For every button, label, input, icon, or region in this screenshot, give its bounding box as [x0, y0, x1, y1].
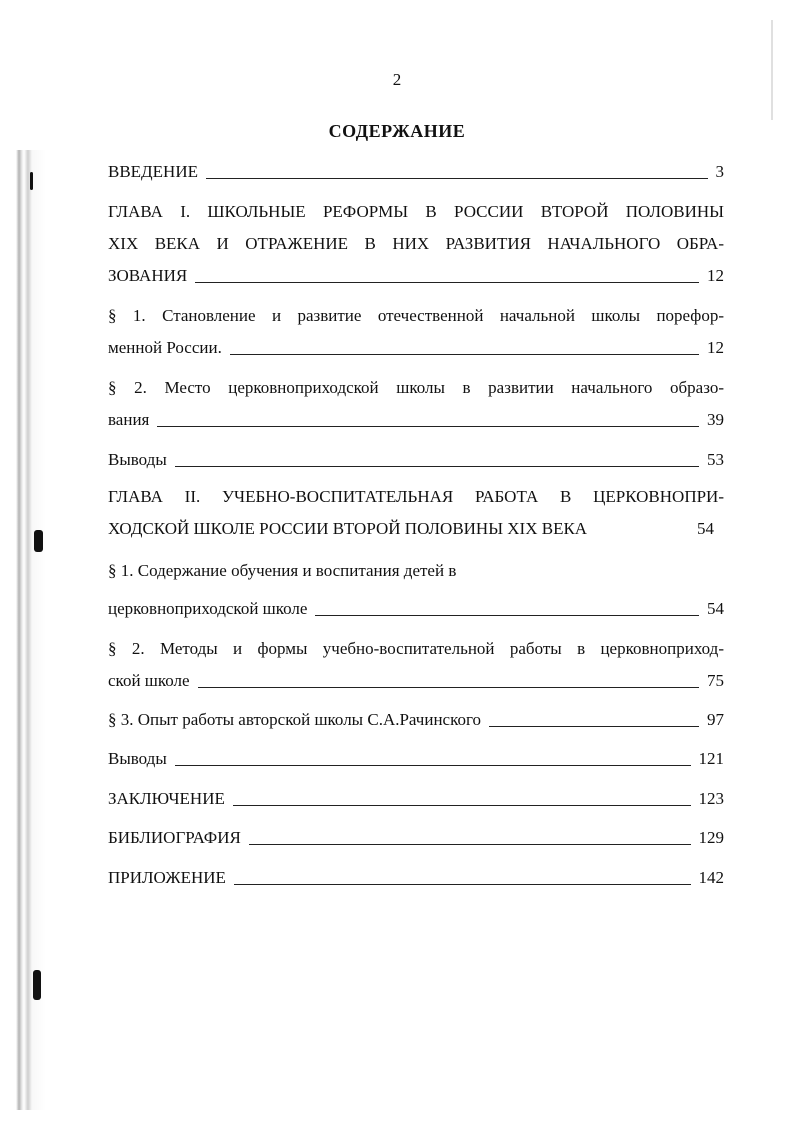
toc-entry-ch1-section1-line1[interactable]: § 1. Становление и развитие отечественной начальной школы порефор- [108, 306, 724, 325]
leader-line [206, 177, 708, 179]
toc-page-number: 75 [707, 671, 724, 690]
leader-line [230, 353, 699, 355]
toc-entry-ch2-section1-line1[interactable] [108, 560, 724, 582]
toc-entry-ch1-section2[interactable] [108, 409, 724, 431]
toc-entry-ch1-section2-line1[interactable]: § 2. Место церковноприходской школы в развитии начального образо- [108, 378, 724, 397]
scan-artifact [34, 530, 43, 552]
toc-entry-label: ской школе [108, 671, 190, 690]
scan-artifact [30, 172, 33, 190]
toc-entry-chapter1[interactable] [108, 265, 724, 287]
toc-entry-label: церковноприходской школе [108, 599, 308, 618]
toc-page-number: 54 [697, 519, 714, 538]
toc-entry-label: БИБЛИОГРАФИЯ [108, 828, 241, 847]
toc-entry-ch2-section3[interactable] [108, 709, 724, 731]
toc-entry-chapter2[interactable] [108, 518, 724, 540]
toc-entry-ch1-section1[interactable] [108, 337, 724, 359]
leader-line [315, 614, 699, 616]
toc-entry-label: ЗОВАНИЯ [108, 266, 188, 285]
toc-entry-introduction[interactable] [108, 161, 724, 183]
toc-entry-label: ВВЕДЕНИЕ [108, 162, 198, 181]
leader-line [157, 425, 699, 427]
toc-entry-appendix[interactable] [108, 867, 724, 889]
toc-entry-bibliography[interactable] [108, 827, 724, 849]
toc-entry-label: ЗАКЛЮЧЕНИЕ [108, 789, 225, 808]
toc-page-number: 121 [698, 749, 724, 768]
toc-entry-label: Выводы [108, 450, 167, 469]
toc-entry-label: ХОДСКОЙ ШКОЛЕ РОССИИ ВТОРОЙ ПОЛОВИНЫ XIX ВЕКА [108, 519, 588, 538]
scan-edge-shadow [16, 150, 46, 1110]
toc-page-number: 12 [707, 266, 724, 285]
leader-line [234, 883, 691, 885]
toc-entry-ch2-conclusions[interactable] [108, 748, 724, 770]
scan-artifact [33, 970, 41, 1000]
toc-entry-ch2-section2[interactable] [108, 670, 724, 692]
leader-line [198, 686, 699, 688]
toc-entry-ch2-section2-line1[interactable]: § 2. Методы и формы учебно-воспитательной работы в церковноприход- [108, 639, 724, 658]
leader-line [233, 804, 691, 806]
toc-page-number: 53 [707, 450, 724, 469]
page-title: СОДЕРЖАНИЕ [328, 121, 466, 141]
toc-page-number: 12 [707, 338, 724, 357]
toc-entry-ch2-section1[interactable] [108, 598, 724, 620]
toc-entry-conclusion[interactable] [108, 788, 724, 810]
leader-line [489, 725, 699, 727]
toc-entry-label: менной России. [108, 338, 222, 357]
toc-page-number: 129 [698, 828, 724, 847]
toc-entry-label: § 3. Опыт работы авторской школы С.А.Рачинского [108, 710, 482, 729]
toc-entry-label: ПРИЛОЖЕНИЕ [108, 868, 226, 887]
toc-page-number: 3 [715, 162, 724, 181]
toc-page-number: 97 [707, 710, 724, 729]
page-number: 2 [392, 70, 402, 89]
toc-page-number: 142 [698, 868, 724, 887]
leader-line [249, 843, 691, 845]
toc-page-number: 123 [698, 789, 724, 808]
leader-line [175, 465, 699, 467]
toc-page-number: 54 [707, 599, 724, 618]
toc-entry-chapter2-line1[interactable]: ГЛАВА II. УЧЕБНО-ВОСПИТАТЕЛЬНАЯ РАБОТА В ЦЕРКОВНОПРИ- [108, 487, 724, 506]
leader-line [195, 281, 699, 283]
toc-entry-label: § 1. Содержание обучения и воспитания детей в [108, 561, 457, 580]
leader-line [175, 764, 691, 766]
toc-entry-label: Выводы [108, 749, 167, 768]
toc-page-number: 39 [707, 410, 724, 429]
toc-entry-chapter1-line1[interactable]: ГЛАВА I. ШКОЛЬНЫЕ РЕФОРМЫ В РОССИИ ВТОРОЙ ПОЛОВИНЫ [108, 202, 724, 221]
toc-entry-ch1-conclusions[interactable] [108, 449, 724, 471]
toc-entry-label: вания [108, 410, 150, 429]
toc-entry-chapter1-line2[interactable]: XIX ВЕКА И ОТРАЖЕНИЕ В НИХ РАЗВИТИЯ НАЧАЛЬНОГО ОБРА- [108, 234, 724, 253]
